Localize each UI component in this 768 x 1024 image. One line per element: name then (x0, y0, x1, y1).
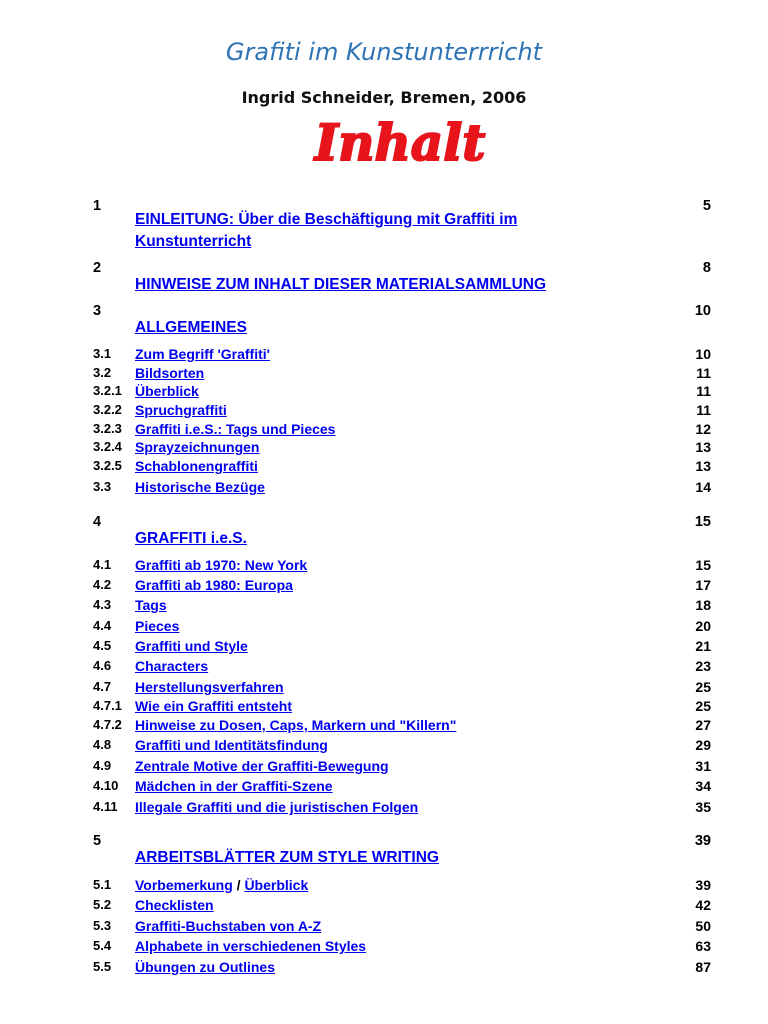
chapter-link[interactable]: ARBEITSBLÄTTER ZUM STYLE WRITING (135, 849, 439, 866)
inhalt-logo (290, 112, 510, 176)
section-page: 18 (695, 597, 711, 613)
section-page: 42 (695, 897, 711, 913)
section-link[interactable]: Übungen zu Outlines (135, 959, 275, 975)
section-number: 3.2.5 (93, 458, 122, 473)
section-link[interactable]: Graffiti-Buchstaben von A-Z (135, 918, 322, 934)
section-number: 4.7.1 (93, 698, 122, 713)
section-link[interactable]: Pieces (135, 618, 180, 634)
section-link[interactable]: Graffiti ab 1980: Europa (135, 577, 293, 593)
section-page: 25 (695, 679, 711, 695)
section-page: 15 (695, 557, 711, 573)
section-page: 11 (696, 365, 711, 381)
section-link[interactable]: Graffiti i.e.S.: Tags und Pieces (135, 421, 336, 437)
section-page: 13 (695, 439, 711, 455)
chapter-link[interactable]: GRAFFITI i.e.S. (135, 530, 247, 547)
section-number: 3.2.4 (93, 439, 122, 454)
section-number: 4.6 (93, 658, 112, 673)
section-page: 17 (695, 577, 711, 593)
section-link[interactable]: Graffiti und Style (135, 638, 248, 654)
section-link[interactable]: Graffiti ab 1970: New York (135, 557, 308, 573)
section-page: 11 (696, 402, 711, 418)
section-link[interactable]: Bildsorten (135, 365, 205, 381)
section-number: 3.2 (93, 365, 112, 380)
section-number: 3.2.3 (93, 421, 122, 436)
section-page: 34 (695, 778, 711, 794)
section-link[interactable]: Schablonengraffiti (135, 458, 258, 474)
section-page: 63 (695, 938, 711, 954)
section-number: 4.2 (93, 577, 112, 592)
chapter-page: 5 (702, 198, 711, 214)
section-number: 3.1 (93, 346, 112, 361)
chapter-link[interactable]: ALLGEMEINES (135, 319, 247, 336)
section-page: 23 (695, 658, 711, 674)
section-link[interactable]: Spruchgraffiti (135, 402, 227, 418)
section-number: 4.4 (93, 618, 112, 633)
section-page: 14 (695, 479, 711, 495)
chapter-number: 3 (93, 303, 102, 319)
section-number: 3.2.1 (93, 383, 122, 398)
chapter-number: 1 (93, 198, 102, 214)
section-number: 4.1 (93, 557, 112, 572)
section-link[interactable]: Hinweise zu Dosen, Caps, Markern und "Killern" (135, 717, 457, 733)
logo-text: Inhalt (314, 113, 486, 172)
section-number: 4.5 (93, 638, 112, 653)
section-link-group (135, 876, 308, 894)
section-number: 5.1 (93, 877, 112, 892)
section-page: 29 (695, 737, 711, 753)
chapter-page: 8 (702, 260, 711, 276)
section-page: 87 (695, 959, 711, 975)
section-page: 27 (695, 717, 711, 733)
section-page: 10 (695, 346, 711, 362)
chapter-number: 5 (93, 833, 102, 849)
section-link[interactable]: Characters (135, 658, 209, 674)
section-link[interactable]: Historische Bezüge (135, 479, 265, 495)
section-link[interactable]: Vorbemerkung (135, 877, 233, 893)
section-number: 4.9 (93, 758, 112, 773)
section-number: 3.3 (93, 479, 112, 494)
section-page: 31 (695, 758, 711, 774)
section-number: 5.4 (93, 938, 112, 953)
chapter-number: 4 (93, 514, 102, 530)
section-link[interactable]: Alphabete in verschiedenen Styles (135, 938, 367, 954)
section-link[interactable]: Zentrale Motive der Graffiti-Bewegung (135, 758, 389, 774)
chapter-link[interactable]: HINWEISE ZUM INHALT DIESER MATERIALSAMMLUNG (135, 276, 547, 293)
section-number: 3.2.2 (93, 402, 122, 417)
chapter-page: 39 (694, 833, 711, 849)
chapter-number: 2 (93, 260, 102, 276)
section-link[interactable]: Überblick (244, 877, 309, 893)
section-page: 50 (695, 918, 711, 934)
document-title: Grafiti im Kunstunterrricht (225, 38, 543, 66)
section-number: 5.3 (93, 918, 112, 933)
section-link[interactable]: Zum Begriff 'Graffiti' (135, 346, 270, 362)
section-page: 12 (695, 421, 711, 437)
section-link[interactable]: Illegale Graffiti und die juristischen Folgen (135, 799, 419, 815)
section-number: 4.8 (93, 737, 112, 752)
section-page: 13 (695, 458, 711, 474)
author-line: Ingrid Schneider, Bremen, 2006 (241, 88, 527, 107)
section-link[interactable]: Graffiti und Identitätsfindung (135, 737, 328, 753)
section-number: 4.10 (93, 778, 119, 793)
link-separator: / (232, 877, 245, 893)
chapter-page: 10 (694, 303, 711, 319)
section-link[interactable]: Checklisten (135, 897, 214, 913)
section-number: 4.7 (93, 679, 112, 694)
section-link[interactable]: Mädchen in der Graffiti-Szene (135, 778, 333, 794)
section-page: 39 (695, 877, 711, 893)
section-page: 25 (695, 698, 711, 714)
section-link[interactable]: Überblick (135, 383, 199, 399)
section-number: 5.2 (93, 897, 112, 912)
section-page: 20 (695, 618, 711, 634)
section-page: 35 (695, 799, 711, 815)
section-number: 4.3 (93, 597, 112, 612)
section-link[interactable]: Wie ein Graffiti entsteht (135, 698, 293, 714)
chapter-link[interactable]: EINLEITUNG: Über die Beschäftigung mit Graffiti im Kunstunterricht (135, 211, 518, 250)
section-page: 21 (695, 638, 711, 654)
section-link[interactable]: Herstellungsverfahren (135, 679, 284, 695)
section-link[interactable]: Sprayzeichnungen (135, 439, 260, 455)
section-number: 4.7.2 (93, 717, 122, 732)
section-page: 11 (696, 383, 711, 399)
section-link[interactable]: Tags (135, 597, 167, 613)
section-number: 4.11 (93, 799, 118, 814)
chapter-page: 15 (694, 514, 711, 530)
section-number: 5.5 (93, 959, 112, 974)
